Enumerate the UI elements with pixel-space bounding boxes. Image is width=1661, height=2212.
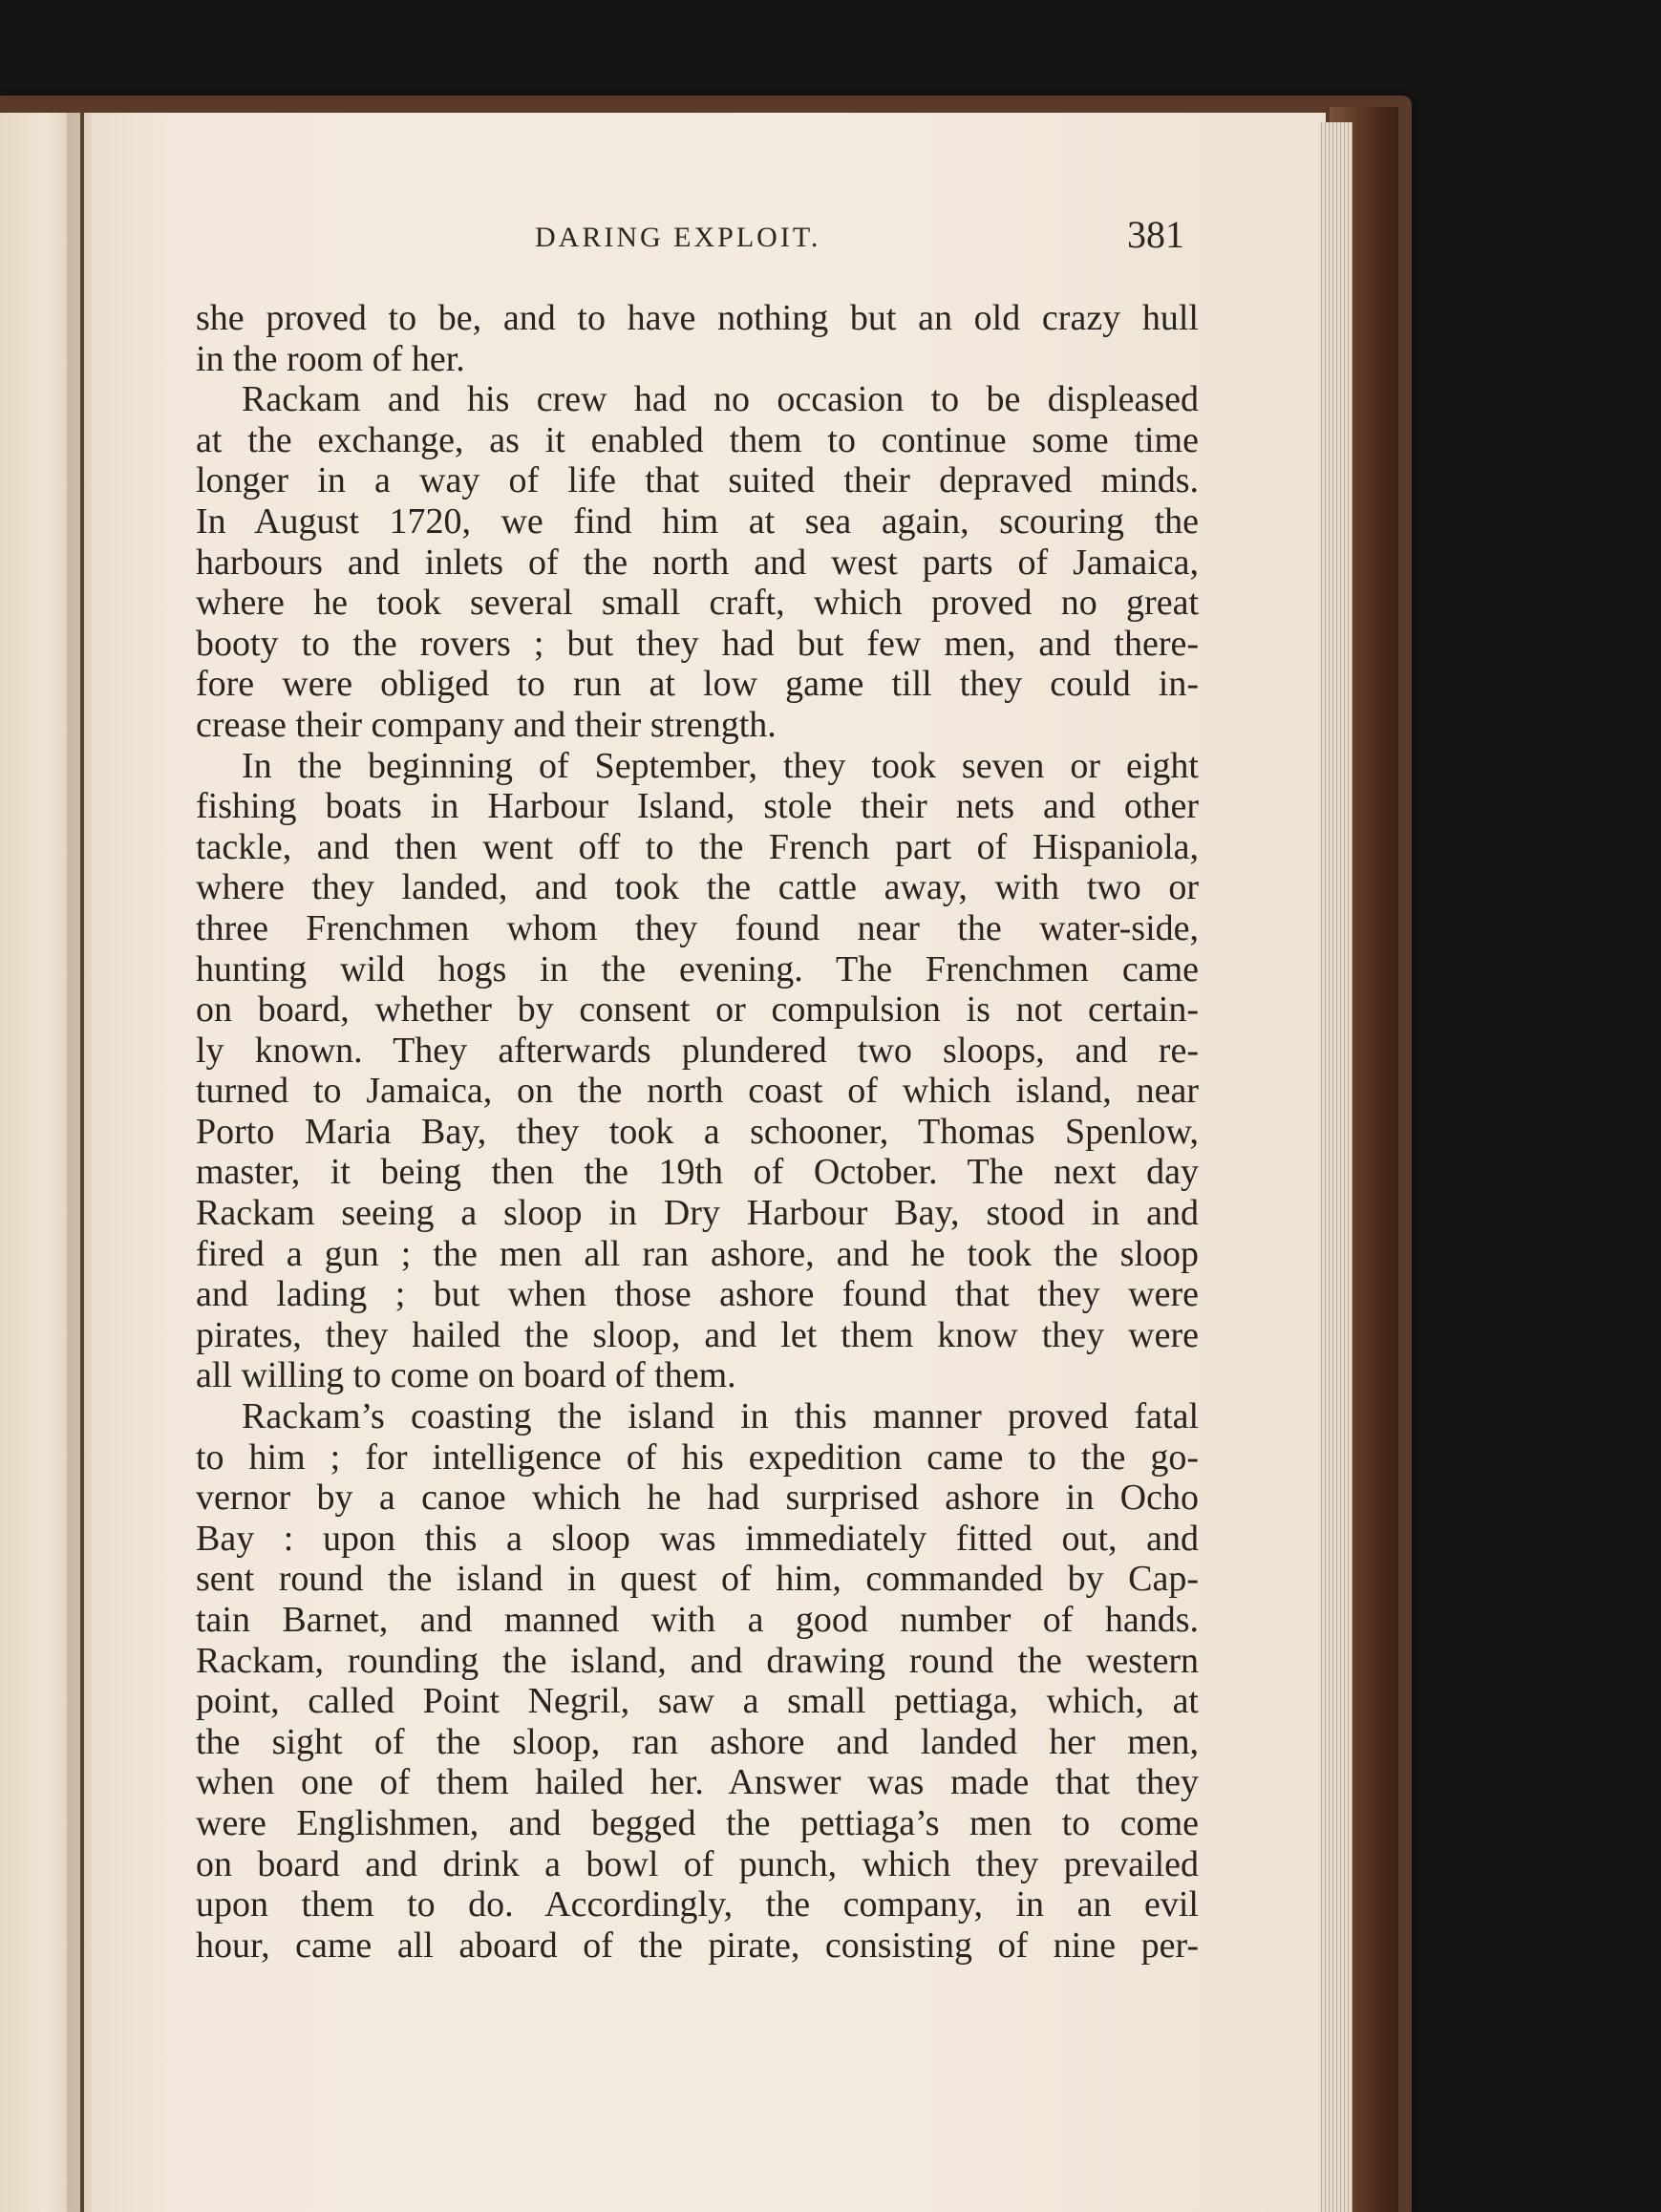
page-number: 381 <box>1127 213 1184 256</box>
text-line: three Frenchmen whom they found near the water-side, <box>196 907 1199 948</box>
text-line: to him ; for intelligence of his expedition came to the go- <box>196 1436 1199 1478</box>
page-edges <box>1318 122 1352 2212</box>
text-line: fired a gun ; the men all ran ashore, and he took the sloop <box>196 1233 1199 1274</box>
text-line: booty to the rovers ; but they had but few men, and there- <box>196 623 1199 664</box>
text-line: Bay : upon this a sloop was immediately fitted out, and <box>196 1518 1199 1559</box>
page-gutter <box>67 113 92 2212</box>
text-line: Rackam seeing a sloop in Dry Harbour Bay, stood in and <box>196 1193 1199 1234</box>
text-line: on board and drink a bowl of punch, which they prevailed <box>196 1843 1199 1884</box>
text-line: the sight of the sloop, ran ashore and landed her men, <box>196 1721 1199 1762</box>
text-line: and lading ; but when those ashore found that they were <box>196 1274 1199 1315</box>
text-line: master, it being then the 19th of October. The next day <box>196 1152 1199 1193</box>
text-line: were Englishmen, and begged the pettiaga’s men to come <box>196 1802 1199 1843</box>
text-line: on board, whether by consent or compulsion is not certain- <box>196 989 1199 1031</box>
text-line: where he took several small craft, which proved no great <box>196 583 1199 624</box>
text-line: Rackam, rounding the island, and drawing round the western <box>196 1640 1199 1681</box>
text-line: point, called Point Negril, saw a small pettiaga, which, at <box>196 1681 1199 1722</box>
text-line: vernor by a canoe which he had surprised ashore in Ocho <box>196 1478 1199 1519</box>
running-header: DARING EXPLOIT. <box>535 222 821 253</box>
text-line: where they landed, and took the cattle away, with two or <box>196 867 1199 908</box>
text-line: crease their company and their strength. <box>196 704 777 745</box>
text-line: In August 1720, we find him at sea again, scouring the <box>196 500 1199 542</box>
text-line: at the exchange, as it enabled them to continue some time <box>196 419 1199 460</box>
text-line: Rackam and his crew had no occasion to be displeased <box>242 379 1199 420</box>
text-line: turned to Jamaica, on the north coast of which island, near <box>196 1071 1199 1112</box>
text-line: upon them to do. Accordingly, the company, in an evil <box>196 1884 1199 1925</box>
text-line: ly known. They afterwards plundered two sloops, and re- <box>196 1030 1199 1071</box>
text-line: fishing boats in Harbour Island, stole their nets and other <box>196 786 1199 827</box>
text-line: Rackam’s coasting the island in this manner proved fatal <box>242 1396 1199 1437</box>
text-line: fore were obliged to run at low game till they could in- <box>196 664 1199 705</box>
text-line: harbours and inlets of the north and west parts of Jamaica, <box>196 542 1199 583</box>
text-line: Porto Maria Bay, they took a schooner, Thomas Spenlow, <box>196 1111 1199 1152</box>
text-line: longer in a way of life that suited their depraved minds. <box>196 460 1199 501</box>
text-line: when one of them hailed her. Answer was made that they <box>196 1762 1199 1803</box>
text-line: tain Barnet, and manned with a good number of hands. <box>196 1600 1199 1640</box>
text-line: she proved to be, and to have nothing but an old crazy hull <box>196 298 1199 338</box>
body-text <box>196 298 1199 1966</box>
text-line: In the beginning of September, they took seven or eight <box>242 745 1199 786</box>
text-line: all willing to come on board of them. <box>196 1355 736 1396</box>
text-line: tackle, and then went off to the French part of Hispaniola, <box>196 826 1199 867</box>
text-line: pirates, they hailed the sloop, and let them know they were <box>196 1314 1199 1355</box>
text-line: hunting wild hogs in the evening. The Frenchmen came <box>196 948 1199 989</box>
text-line: hour, came all aboard of the pirate, consisting of nine per- <box>196 1925 1199 1966</box>
text-line: sent round the island in quest of him, commanded by Cap- <box>196 1559 1199 1600</box>
text-line: in the room of her. <box>196 338 465 379</box>
